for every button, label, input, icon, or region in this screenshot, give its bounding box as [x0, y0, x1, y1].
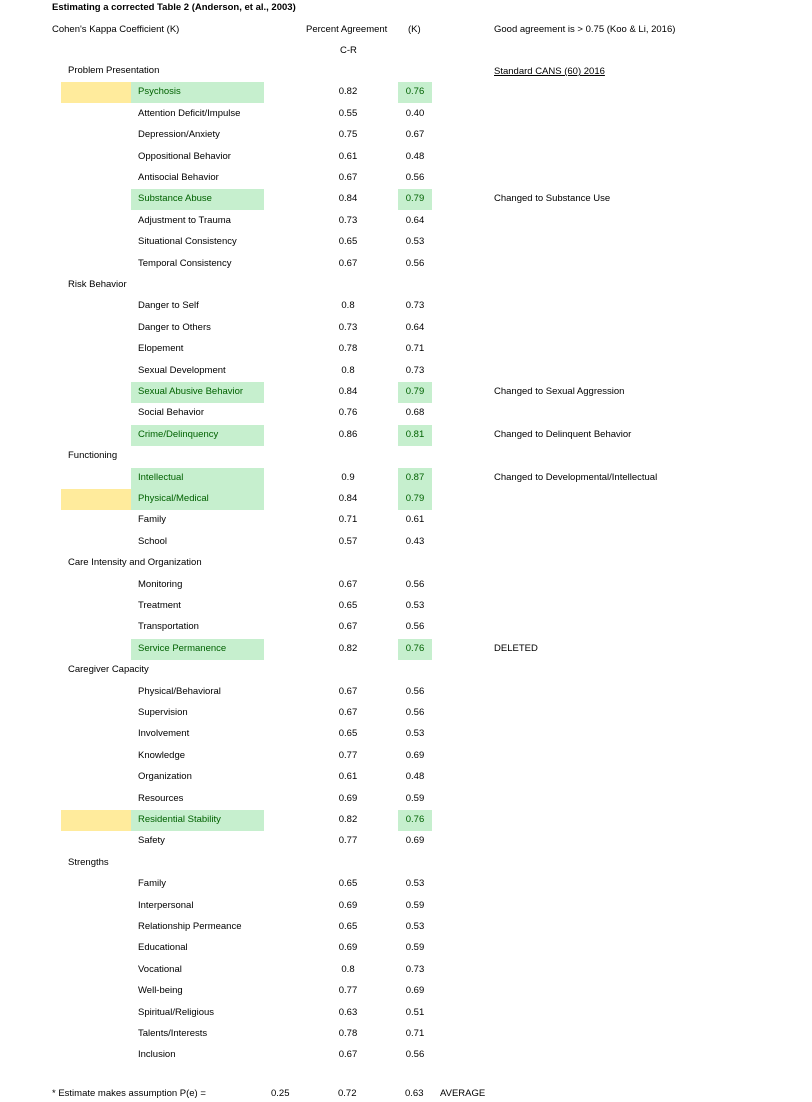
percent-agreement-value: 0.61	[338, 771, 358, 783]
table-row	[0, 361, 812, 382]
kappa-value: 0.56	[405, 621, 425, 633]
item-label: Danger to Self	[138, 300, 199, 312]
kappa-value: 0.73	[405, 300, 425, 312]
item-label: Antisocial Behavior	[138, 172, 219, 183]
percent-agreement-value: 0.69	[338, 899, 358, 911]
percent-agreement-value: 0.9	[341, 471, 355, 483]
item-label: Adjustment to Trauma	[138, 214, 231, 226]
table-row	[0, 532, 812, 553]
header-k: (K)	[408, 24, 421, 35]
table-row	[0, 1003, 812, 1024]
percent-agreement-value: 0.77	[338, 749, 358, 761]
category-label: Risk Behavior	[68, 279, 127, 290]
item-label: Involvement	[138, 728, 190, 740]
table-row	[0, 724, 812, 745]
item-label: Inclusion	[138, 1049, 176, 1061]
kappa-value: 0.56	[405, 172, 425, 183]
item-label: Oppositional Behavior	[138, 150, 231, 162]
kappa-value: 0.48	[405, 150, 425, 162]
percent-agreement-value: 0.65	[338, 878, 358, 890]
item-label: Depression/Anxiety	[138, 129, 220, 141]
item-label: Temporal Consistency	[138, 257, 232, 269]
table-row	[0, 425, 812, 446]
yellow-highlight-cell	[61, 810, 131, 831]
percent-agreement-value: 0.67	[338, 172, 358, 183]
percent-agreement-value: 0.67	[338, 685, 358, 697]
item-label: Educational	[138, 942, 188, 954]
category-label: Functioning	[68, 450, 118, 462]
kappa-value: 0.43	[405, 535, 425, 547]
table-row	[0, 339, 812, 360]
item-label: Situational Consistency	[138, 236, 237, 248]
category-row	[0, 853, 812, 874]
percent-agreement-value: 0.69	[338, 942, 358, 954]
item-label: Relationship Permeance	[138, 921, 242, 932]
kappa-value: 0.56	[405, 1049, 425, 1061]
percent-agreement-value: 0.65	[338, 600, 358, 611]
sheet-title: Estimating a corrected Table 2 (Anderson, et al., 2003)	[52, 2, 296, 13]
kappa-value: 0.59	[405, 792, 425, 804]
percent-agreement-value: 0.67	[338, 1049, 358, 1061]
item-label: Elopement	[138, 343, 184, 355]
item-label: Vocational	[138, 963, 182, 975]
kappa-value: 0.53	[405, 236, 425, 248]
header-c-r: C-R	[340, 45, 357, 56]
table-row	[0, 211, 812, 232]
percent-agreement-value: 0.82	[338, 642, 358, 654]
item-label: Danger to Others	[138, 321, 211, 333]
percent-agreement-value: 0.84	[338, 493, 358, 504]
item-note: Changed to Delinquent Behavior	[494, 428, 632, 440]
table-row	[0, 575, 812, 596]
percent-agreement-value: 0.73	[338, 214, 358, 226]
kappa-value: 0.73	[405, 364, 425, 376]
yellow-highlight-cell	[61, 82, 131, 103]
footer-average-k: 0.63	[405, 1088, 424, 1099]
footer-row	[0, 1088, 812, 1102]
item-label: Treatment	[138, 600, 181, 611]
table-row	[0, 403, 812, 424]
table-row	[0, 489, 812, 510]
percent-agreement-value: 0.63	[338, 1006, 358, 1018]
table-row	[0, 125, 812, 146]
kappa-value: 0.59	[405, 942, 425, 954]
percent-agreement-value: 0.76	[338, 407, 358, 419]
percent-agreement-value: 0.77	[338, 835, 358, 847]
kappa-value: 0.71	[405, 343, 425, 355]
table-row	[0, 254, 812, 275]
kappa-value: 0.76	[405, 642, 425, 654]
yellow-highlight-cell	[61, 489, 131, 510]
kappa-value: 0.53	[405, 600, 425, 611]
table-row	[0, 639, 812, 660]
percent-agreement-value: 0.8	[341, 364, 355, 376]
kappa-value: 0.64	[405, 214, 425, 226]
item-label: Intellectual	[138, 471, 184, 483]
item-label: Spiritual/Religious	[138, 1006, 215, 1018]
kappa-value: 0.53	[405, 728, 425, 740]
percent-agreement-value: 0.78	[338, 1028, 358, 1039]
item-label: Safety	[138, 835, 165, 847]
percent-agreement-value: 0.65	[338, 236, 358, 248]
kappa-value: 0.69	[405, 835, 425, 847]
table-row	[0, 468, 812, 489]
header-percent-agreement: Percent Agreement	[306, 24, 388, 35]
footer-assumption-label: * Estimate makes assumption P(e) =	[52, 1088, 206, 1099]
percent-agreement-value: 0.61	[338, 150, 358, 162]
table-row	[0, 232, 812, 253]
category-label: Problem Presentation	[68, 65, 160, 76]
category-row	[0, 553, 812, 574]
kappa-value: 0.51	[405, 1006, 425, 1018]
item-label: Interpersonal	[138, 899, 194, 911]
table-row	[0, 82, 812, 103]
percent-agreement-value: 0.82	[338, 814, 358, 825]
table-row	[0, 917, 812, 938]
kappa-value: 0.48	[405, 771, 425, 783]
header-good-agreement-note: Good agreement is > 0.75 (Koo & Li, 2016)	[494, 24, 676, 35]
table-row	[0, 981, 812, 1002]
kappa-value: 0.79	[405, 386, 425, 397]
category-label: Strengths	[68, 856, 109, 868]
table-row	[0, 1045, 812, 1066]
percent-agreement-value: 0.67	[338, 621, 358, 633]
item-label: Residential Stability	[138, 814, 221, 825]
table-row	[0, 746, 812, 767]
kappa-value: 0.59	[405, 899, 425, 911]
item-label: Social Behavior	[138, 407, 205, 419]
table-row	[0, 382, 812, 403]
table-row	[0, 510, 812, 531]
kappa-value: 0.71	[405, 1028, 425, 1039]
percent-agreement-value: 0.67	[338, 578, 358, 590]
kappa-value: 0.56	[405, 707, 425, 718]
item-note: Changed to Sexual Aggression	[494, 386, 625, 397]
table-row	[0, 938, 812, 959]
kappa-value: 0.56	[405, 685, 425, 697]
table-row	[0, 296, 812, 317]
percent-agreement-value: 0.71	[338, 514, 358, 526]
kappa-value: 0.40	[405, 107, 425, 119]
kappa-value: 0.76	[405, 814, 425, 825]
footer-pe-value: 0.25	[271, 1088, 290, 1099]
item-label: Well-being	[138, 985, 183, 997]
table-row	[0, 147, 812, 168]
table-row	[0, 789, 812, 810]
kappa-value: 0.87	[405, 471, 425, 483]
category-row	[0, 61, 812, 82]
kappa-value: 0.79	[405, 493, 425, 504]
table-row	[0, 896, 812, 917]
kappa-value: 0.69	[405, 749, 425, 761]
percent-agreement-value: 0.86	[338, 428, 358, 440]
item-label: Supervision	[138, 707, 188, 718]
percent-agreement-value: 0.75	[338, 129, 358, 141]
kappa-value: 0.53	[405, 921, 425, 932]
kappa-value: 0.69	[405, 985, 425, 997]
table-row	[0, 682, 812, 703]
category-label: Caregiver Capacity	[68, 664, 149, 676]
percent-agreement-value: 0.73	[338, 321, 358, 333]
category-label: Care Intensity and Organization	[68, 557, 202, 569]
standard-cans-label: Standard CANS (60) 2016	[494, 66, 605, 77]
table-row	[0, 703, 812, 724]
category-row	[0, 446, 812, 467]
kappa-value: 0.53	[405, 878, 425, 890]
percent-agreement-value: 0.78	[338, 343, 358, 355]
percent-agreement-value: 0.55	[338, 107, 358, 119]
category-row	[0, 275, 812, 296]
item-label: Transportation	[138, 621, 199, 633]
header-kappa-label: Cohen's Kappa Coefficient (K)	[52, 24, 180, 35]
item-note: DELETED	[494, 642, 538, 654]
kappa-value: 0.56	[405, 257, 425, 269]
percent-agreement-value: 0.82	[338, 86, 358, 98]
table-row	[0, 104, 812, 125]
item-label: Attention Deficit/Impulse	[138, 107, 241, 119]
item-label: Family	[138, 514, 166, 526]
item-label: Monitoring	[138, 578, 183, 590]
kappa-value: 0.79	[405, 193, 425, 205]
item-label: Sexual Abusive Behavior	[138, 386, 244, 397]
percent-agreement-value: 0.57	[338, 535, 358, 547]
percent-agreement-value: 0.8	[341, 963, 355, 975]
kappa-value: 0.68	[405, 407, 425, 419]
percent-agreement-value: 0.67	[338, 257, 358, 269]
kappa-value: 0.67	[405, 129, 425, 141]
table-row	[0, 810, 812, 831]
percent-agreement-value: 0.65	[338, 921, 358, 932]
kappa-value: 0.61	[405, 514, 425, 526]
footer-average-pa: 0.72	[338, 1088, 357, 1099]
item-label: Knowledge	[138, 749, 186, 761]
item-note: Changed to Developmental/Intellectual	[494, 471, 658, 483]
category-row	[0, 660, 812, 681]
table-row	[0, 767, 812, 788]
kappa-value: 0.76	[405, 86, 425, 98]
kappa-value: 0.73	[405, 963, 425, 975]
percent-agreement-value: 0.8	[341, 300, 355, 312]
item-label: Crime/Delinquency	[138, 428, 219, 440]
item-label: Talents/Interests	[138, 1028, 208, 1039]
item-label: Family	[138, 878, 166, 890]
table-row	[0, 318, 812, 339]
item-label: Psychosis	[138, 86, 181, 98]
footer-average-label: AVERAGE	[440, 1088, 486, 1099]
table-row	[0, 189, 812, 210]
percent-agreement-value: 0.84	[338, 193, 358, 205]
table-row	[0, 960, 812, 981]
table-row	[0, 596, 812, 617]
item-label: Resources	[138, 792, 184, 804]
item-note: Changed to Substance Use	[494, 193, 611, 205]
percent-agreement-value: 0.67	[338, 707, 358, 718]
item-label: School	[138, 535, 168, 547]
table-row	[0, 1024, 812, 1045]
item-label: Substance Abuse	[138, 193, 212, 205]
item-label: Physical/Behavioral	[138, 685, 221, 697]
item-label: Service Permanence	[138, 642, 227, 654]
item-label: Sexual Development	[138, 364, 226, 376]
table-row	[0, 617, 812, 638]
kappa-value: 0.56	[405, 578, 425, 590]
table-row	[0, 831, 812, 852]
percent-agreement-value: 0.69	[338, 792, 358, 804]
percent-agreement-value: 0.84	[338, 386, 358, 397]
item-label: Organization	[138, 771, 192, 783]
kappa-value: 0.81	[405, 428, 425, 440]
kappa-value: 0.64	[405, 321, 425, 333]
percent-agreement-value: 0.77	[338, 985, 358, 997]
item-label: Physical/Medical	[138, 493, 209, 504]
percent-agreement-value: 0.65	[338, 728, 358, 740]
table-row	[0, 874, 812, 895]
table-row	[0, 168, 812, 189]
